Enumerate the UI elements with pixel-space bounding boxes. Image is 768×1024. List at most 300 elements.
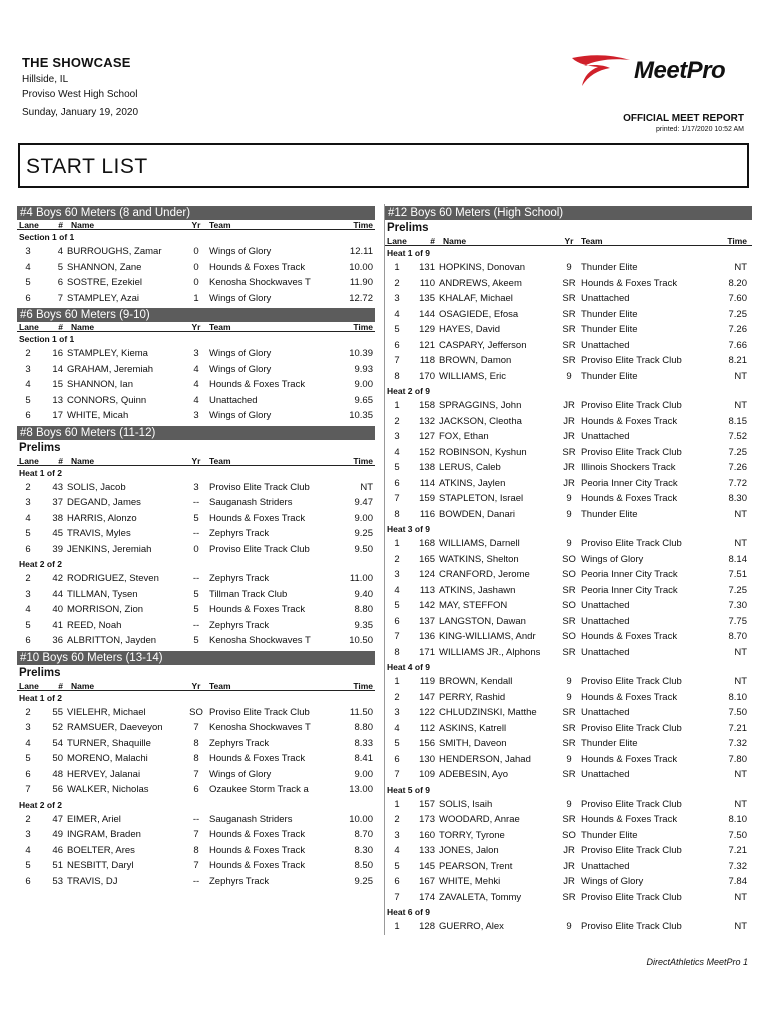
entry-time: 7.25	[728, 584, 747, 596]
entry-num: 16	[52, 348, 63, 359]
entry-yr: 1	[193, 292, 199, 304]
entry-lane: 2	[394, 814, 400, 825]
entry-lane: 5	[25, 528, 31, 539]
entry-row	[17, 244, 375, 260]
entry-yr: SR	[562, 722, 576, 734]
entry-row	[17, 767, 375, 783]
entry-row	[17, 705, 375, 721]
entry-num: 171	[419, 646, 435, 658]
entry-yr: 6	[193, 784, 199, 795]
entry-row	[385, 276, 752, 292]
entry-lane: 2	[25, 706, 31, 718]
entry-num: 43	[52, 481, 63, 493]
entry-yr: 0	[193, 261, 199, 273]
entry-name: SOLIS, Jacob	[67, 481, 126, 493]
entry-yr: 4	[193, 363, 199, 375]
entry-row	[385, 736, 752, 752]
entry-yr: 7	[193, 860, 199, 871]
entry-lane: 4	[394, 308, 400, 320]
entry-num: 158	[419, 400, 435, 411]
entry-row	[17, 633, 375, 649]
entry-yr: SR	[562, 769, 576, 780]
entry-num: 142	[419, 600, 435, 611]
entry-num: 136	[419, 631, 435, 642]
logo-text: MeetPro	[634, 57, 726, 84]
entry-num: 38	[52, 512, 63, 524]
entry-row	[385, 369, 752, 385]
column-header-name: Name	[71, 455, 95, 465]
column-header-yr: Yr	[191, 220, 201, 230]
event-title: #8 Boys 60 Meters (11-12)	[17, 426, 375, 440]
entry-lane: 1	[394, 262, 400, 273]
entry-row	[385, 598, 752, 614]
entry-team: Thunder Elite	[581, 308, 638, 320]
entry-team: Sauganash Striders	[209, 497, 293, 508]
entry-lane: 3	[25, 363, 31, 375]
entry-name: VIELEHR, Michael	[67, 706, 146, 718]
entry-team: Hounds & Foxes Track	[209, 379, 306, 390]
event-block	[17, 308, 375, 424]
event-title: #4 Boys 60 Meters (8 and Under)	[17, 206, 375, 220]
entry-row	[17, 495, 375, 511]
entry-num: 168	[419, 538, 435, 549]
entry-name: PERRY, Rashid	[439, 691, 506, 703]
entry-name: ASKINS, Katrell	[439, 722, 507, 734]
entry-num: 159	[419, 493, 435, 504]
entry-yr: SR	[562, 293, 576, 304]
entry-num: 133	[419, 845, 435, 856]
entry-row	[17, 346, 375, 362]
entry-team: Hounds & Foxes Track	[209, 753, 306, 764]
entry-row	[385, 874, 752, 890]
entry-time: 10.00	[349, 813, 373, 825]
entry-time: NT	[734, 646, 747, 658]
entry-num: 130	[419, 753, 435, 765]
entry-lane: 3	[394, 707, 400, 718]
entry-lane: 4	[25, 261, 31, 273]
entry-num: 53	[52, 875, 63, 887]
entry-yr: --	[192, 497, 200, 508]
column-header-time: Time	[353, 680, 373, 691]
entry-yr: 9	[566, 798, 572, 810]
entry-num: 174	[419, 891, 435, 903]
entry-name: TRAVIS, DJ	[67, 875, 118, 887]
column-header-time: Time	[727, 236, 747, 246]
entry-yr: 0	[193, 246, 199, 257]
entry-time: 7.32	[728, 860, 747, 872]
entry-lane: 5	[25, 619, 31, 631]
entry-time: 9.47	[354, 497, 373, 508]
entry-team: Unattached	[581, 339, 630, 351]
entry-num: 122	[419, 707, 435, 718]
entry-lane: 2	[25, 573, 31, 584]
entry-time: 10.50	[349, 635, 373, 646]
entry-time: 8.33	[354, 737, 373, 749]
entry-time: 8.70	[354, 829, 373, 840]
entry-num: 165	[419, 553, 435, 565]
column-header-team: Team	[209, 322, 231, 331]
entry-row	[385, 445, 752, 461]
entry-team: Wings of Glory	[209, 246, 272, 257]
entry-time: NT	[734, 538, 747, 549]
heat-label: Heat 2 of 9	[387, 386, 430, 396]
entry-team: Hounds & Foxes Track	[209, 860, 306, 871]
entry-time: 9.35	[354, 619, 373, 631]
entry-row	[17, 571, 375, 587]
entry-time: 7.25	[728, 446, 747, 458]
entry-name: ADEBESIN, Ayo	[439, 769, 508, 780]
heat-label: Heat 4 of 9	[387, 662, 430, 672]
entry-row	[17, 782, 375, 798]
entry-name: WHITE, Mehki	[439, 876, 501, 887]
entry-time: 8.14	[728, 553, 747, 565]
entry-lane: 5	[394, 738, 400, 749]
entry-yr: --	[192, 875, 200, 887]
entry-lane: 2	[25, 813, 31, 825]
entry-yr: 9	[566, 676, 572, 687]
entry-yr: JR	[563, 415, 575, 427]
entry-num: 119	[419, 676, 435, 687]
entry-name: TILLMAN, Tysen	[67, 588, 138, 600]
entry-lane: 5	[394, 324, 400, 335]
entry-time: NT	[734, 769, 747, 780]
entry-team: Proviso Elite Track Club	[581, 538, 682, 549]
entry-time: 7.50	[728, 707, 747, 718]
entry-name: WOODARD, Anrae	[439, 814, 520, 825]
entry-time: 8.80	[354, 604, 373, 615]
entry-row	[385, 629, 752, 645]
entry-num: 51	[52, 860, 63, 871]
entry-row	[385, 674, 752, 690]
entry-yr: 9	[566, 493, 572, 504]
entry-yr: 3	[193, 410, 199, 421]
entry-lane: 6	[25, 410, 31, 421]
entry-time: 9.93	[354, 363, 373, 375]
entry-name: STAPLETON, Israel	[439, 493, 524, 504]
entry-lane: 8	[394, 646, 400, 658]
printed-timestamp: printed: 1/17/2020 10:52 AM	[656, 126, 744, 133]
column-header-lane: Lane	[19, 455, 39, 466]
entry-yr: 9	[566, 370, 572, 382]
entry-lane: 6	[25, 635, 31, 646]
entry-lane: 4	[394, 446, 400, 458]
entry-num: 129	[419, 324, 435, 335]
entry-name: ANDREWS, Akeem	[439, 277, 522, 289]
entry-yr: SO	[189, 706, 203, 718]
entry-name: BOWDEN, Danari	[439, 508, 516, 520]
entry-name: TORRY, Tyrone	[439, 829, 505, 841]
entry-lane: 5	[394, 462, 400, 473]
entry-name: CASPARY, Jefferson	[439, 339, 527, 351]
entry-name: WALKER, Nicholas	[67, 784, 149, 795]
entry-time: NT	[734, 400, 747, 411]
entry-name: HERVEY, Jalanai	[67, 768, 141, 780]
meet-info	[22, 55, 138, 118]
entry-time: NT	[734, 262, 747, 273]
entry-time: 9.40	[354, 588, 373, 600]
event-block	[17, 426, 375, 649]
entry-yr: 7	[193, 768, 199, 780]
entry-num: 118	[419, 355, 435, 366]
entry-team: Wings of Glory	[581, 553, 644, 565]
column-header-team: Team	[581, 236, 603, 245]
entry-num: 145	[419, 860, 435, 872]
meetpro-logo	[570, 52, 752, 88]
entry-num: 49	[52, 829, 63, 840]
page-title: START LIST	[26, 155, 148, 178]
entry-lane: 6	[394, 876, 400, 887]
entry-team: Proviso Elite Track Club	[581, 400, 682, 411]
entry-time: 7.75	[728, 615, 747, 627]
entry-name: REED, Noah	[67, 619, 122, 631]
entry-yr: 5	[193, 588, 199, 600]
entry-num: 127	[419, 431, 435, 442]
entry-yr: 5	[193, 512, 199, 524]
entry-time: 7.80	[728, 753, 747, 765]
entry-yr: 5	[193, 635, 199, 646]
entry-yr: 9	[566, 262, 572, 273]
report-title: OFFICIAL MEET REPORT	[623, 113, 744, 124]
entry-team: Proviso Elite Track Club	[209, 543, 310, 555]
entry-row	[385, 552, 752, 568]
entry-time: 9.25	[354, 528, 373, 539]
entry-row	[385, 429, 752, 445]
entry-time: NT	[360, 481, 373, 493]
entry-team: Wings of Glory	[209, 768, 272, 780]
entry-time: 7.32	[728, 738, 747, 749]
entry-row	[17, 812, 375, 828]
entry-lane: 2	[394, 691, 400, 703]
entry-row	[385, 797, 752, 813]
entry-team: Thunder Elite	[581, 508, 638, 520]
entry-num: 132	[419, 415, 435, 427]
entry-lane: 3	[394, 293, 400, 304]
entry-name: RAMSUER, Daeveyon	[67, 722, 163, 733]
entry-lane: 6	[25, 543, 31, 555]
heat-label: Heat 3 of 9	[387, 524, 430, 534]
entry-name: LERUS, Caleb	[439, 462, 501, 473]
entry-lane: 5	[394, 600, 400, 611]
entry-name: NESBITT, Daryl	[67, 860, 134, 871]
entry-row	[385, 536, 752, 552]
entry-num: 110	[419, 277, 435, 289]
entry-team: Wings of Glory	[581, 876, 644, 887]
entry-yr: 5	[193, 604, 199, 615]
event-block	[385, 206, 752, 935]
column-header-lane: Lane	[19, 322, 39, 332]
entry-time: 10.00	[349, 261, 373, 273]
entry-yr: SR	[562, 646, 576, 658]
entry-name: SMITH, Daveon	[439, 738, 507, 749]
entry-row	[385, 690, 752, 706]
entry-time: 9.00	[354, 768, 373, 780]
entry-team: Kenosha Shockwaves T	[209, 277, 311, 288]
entry-lane: 3	[25, 497, 31, 508]
meet-city: Hillside, IL	[22, 74, 69, 85]
entry-team: Hounds & Foxes Track	[209, 261, 306, 273]
entry-time: 7.25	[728, 308, 747, 320]
entry-lane: 1	[394, 921, 400, 932]
entry-time: 7.30	[728, 600, 747, 611]
entry-name: HAYES, David	[439, 324, 501, 335]
entry-name: BOELTER, Ares	[67, 844, 135, 856]
entry-time: 13.00	[349, 784, 373, 795]
entry-row	[385, 414, 752, 430]
entry-lane: 1	[394, 400, 400, 411]
entry-row	[17, 602, 375, 618]
entry-yr: SO	[562, 553, 576, 565]
entry-team: Thunder Elite	[581, 324, 638, 335]
entry-time: 11.00	[349, 573, 373, 584]
entry-yr: 8	[193, 737, 199, 749]
heat-label: Heat 6 of 9	[387, 907, 430, 917]
column-header-team: Team	[209, 455, 231, 465]
entry-yr: JR	[563, 477, 575, 489]
entry-yr: --	[192, 813, 200, 825]
column-header-num: #	[58, 455, 63, 466]
entry-lane: 2	[394, 277, 400, 289]
entry-time: 8.30	[354, 844, 373, 856]
entry-num: 52	[52, 722, 63, 733]
entry-num: 40	[52, 604, 63, 615]
entry-lane: 6	[25, 875, 31, 887]
entry-row	[385, 307, 752, 323]
event-block	[17, 206, 375, 306]
entry-lane: 5	[25, 860, 31, 871]
entry-num: 4	[57, 246, 63, 257]
entry-name: ZAVALETA, Tommy	[439, 891, 522, 903]
entry-time: 12.72	[349, 292, 373, 304]
entry-name: OSAGIEDE, Efosa	[439, 308, 519, 320]
entry-team: Zephyrs Track	[209, 875, 270, 887]
entry-name: CHLUDZINSKI, Matthe	[439, 707, 537, 718]
entry-yr: SO	[562, 631, 576, 642]
entry-row	[385, 291, 752, 307]
entry-time: 8.30	[728, 493, 747, 504]
entry-team: Proviso Elite Track Club	[581, 921, 682, 932]
entry-num: 138	[419, 462, 435, 473]
column-header-time: Time	[353, 322, 373, 332]
entry-row	[385, 460, 752, 476]
entry-lane: 3	[25, 829, 31, 840]
heat-label: Section 1 of 1	[19, 232, 75, 242]
entry-num: 39	[52, 543, 63, 555]
entry-team: Hounds & Foxes Track	[581, 814, 678, 825]
entry-lane: 7	[394, 769, 400, 780]
column-header-name: Name	[443, 236, 467, 245]
entry-team: Wings of Glory	[209, 363, 272, 375]
start-list-banner	[18, 143, 749, 188]
entry-name: WATKINS, Shelton	[439, 553, 519, 565]
entry-num: 121	[419, 339, 435, 351]
entry-num: 131	[419, 262, 435, 273]
entry-name: ATKINS, Jaylen	[439, 477, 506, 489]
entry-team: Proviso Elite Track Club	[581, 355, 682, 366]
entry-yr: SR	[562, 355, 576, 366]
entry-time: 7.50	[728, 829, 747, 841]
entry-time: 7.72	[728, 477, 747, 489]
entry-row	[385, 859, 752, 875]
heat-label: Heat 5 of 9	[387, 784, 430, 795]
entry-row	[385, 353, 752, 369]
entry-yr: JR	[563, 431, 575, 442]
column-header-name: Name	[71, 322, 95, 331]
entry-team: Proviso Elite Track Club	[581, 891, 682, 903]
column-header-time: Time	[353, 455, 373, 466]
entry-row	[385, 919, 752, 935]
entry-name: JONES, Jalon	[439, 845, 499, 856]
entry-num: 44	[52, 588, 63, 600]
entry-num: 137	[419, 615, 435, 627]
entry-yr: 9	[566, 538, 572, 549]
entry-name: ROBINSON, Kyshun	[439, 446, 527, 458]
entry-time: 9.65	[354, 394, 373, 406]
entry-team: Zephyrs Track	[209, 737, 270, 749]
entry-lane: 4	[25, 379, 31, 390]
entry-lane: 2	[25, 348, 31, 359]
entry-name: PEARSON, Trent	[439, 860, 513, 872]
entry-yr: JR	[563, 845, 575, 856]
entry-team: Hounds & Foxes Track	[581, 753, 678, 765]
entry-name: GUERRO, Alex	[439, 921, 504, 932]
entry-name: CRANFORD, Jerome	[439, 569, 530, 580]
entry-lane: 2	[394, 415, 400, 427]
entry-team: Proviso Elite Track Club	[581, 722, 682, 734]
entry-num: 36	[52, 635, 63, 646]
entry-team: Proviso Elite Track Club	[209, 706, 310, 718]
entry-team: Hounds & Foxes Track	[581, 691, 678, 703]
column-header-yr: Yr	[191, 455, 201, 466]
entry-yr: 7	[193, 722, 199, 733]
column-header-num: #	[58, 680, 63, 691]
swoosh-logo-icon	[570, 52, 634, 88]
entry-name: WILLIAMS, Darnell	[439, 538, 520, 549]
column-header-time: Time	[353, 220, 373, 230]
entry-lane: 6	[394, 477, 400, 489]
entry-yr: 4	[193, 394, 199, 406]
entry-lane: 6	[25, 292, 31, 304]
entry-yr: SR	[562, 707, 576, 718]
entry-team: Thunder Elite	[581, 738, 638, 749]
entry-num: 7	[57, 292, 63, 304]
column-header-lane: Lane	[19, 220, 39, 230]
entry-row	[17, 827, 375, 843]
entry-lane: 2	[394, 553, 400, 565]
entry-time: 7.84	[728, 876, 747, 887]
entry-name: BURROUGHS, Zamar	[67, 246, 162, 257]
entry-row	[385, 890, 752, 906]
column-header-team: Team	[209, 680, 231, 690]
entry-lane: 7	[394, 493, 400, 504]
entry-time: NT	[734, 798, 747, 810]
entry-name: TURNER, Shaquille	[67, 737, 151, 749]
entry-team: Unattached	[581, 860, 630, 872]
entry-time: 9.00	[354, 512, 373, 524]
entry-team: Zephyrs Track	[209, 528, 270, 539]
entry-name: MORENO, Malachi	[67, 753, 148, 764]
entry-num: 41	[52, 619, 63, 631]
entry-yr: JR	[563, 876, 575, 887]
entry-time: 7.60	[728, 293, 747, 304]
entry-lane: 7	[394, 631, 400, 642]
entry-team: Sauganash Striders	[209, 813, 293, 825]
entry-yr: 9	[566, 753, 572, 765]
entry-team: Hounds & Foxes Track	[209, 844, 306, 856]
entry-row	[17, 480, 375, 496]
entry-row	[385, 567, 752, 583]
entry-lane: 5	[394, 860, 400, 872]
entry-yr: 8	[193, 753, 199, 764]
